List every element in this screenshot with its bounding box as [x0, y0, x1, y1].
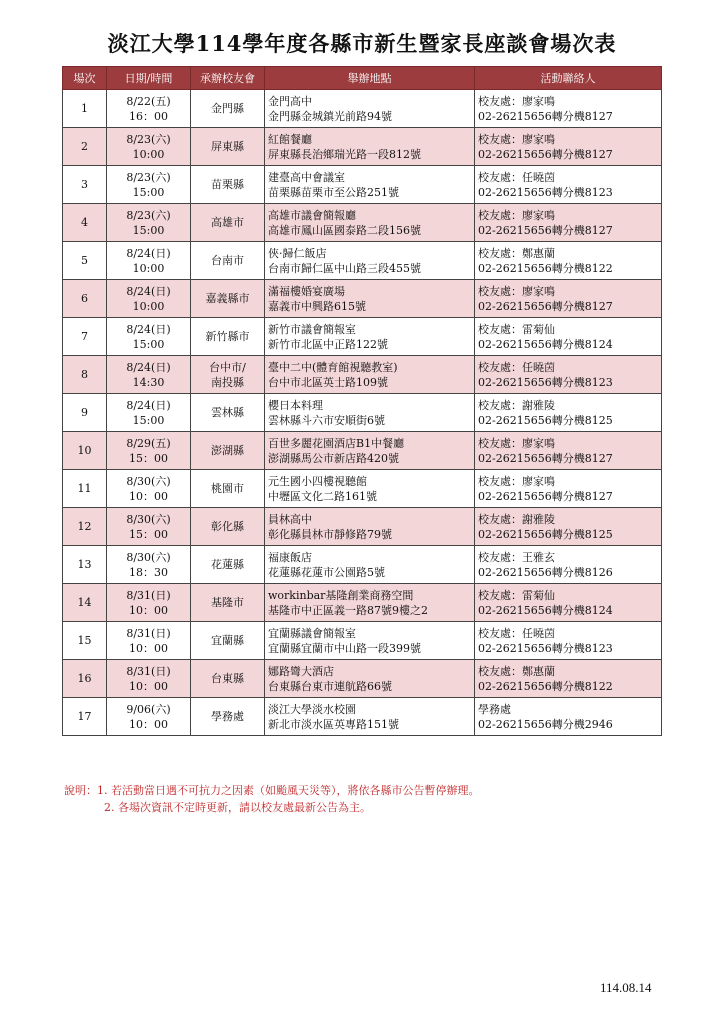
datetime-cell	[107, 508, 191, 546]
table-row	[63, 394, 662, 432]
datetime-cell	[107, 128, 191, 166]
contact-phone: 02-26215656轉分機2946	[478, 717, 613, 731]
datetime-cell	[107, 698, 191, 736]
datetime-cell	[107, 432, 191, 470]
datetime-cell	[107, 280, 191, 318]
contact-name: 校友處：廖家鳴	[478, 132, 555, 146]
notes	[64, 782, 480, 816]
venue-address: 金門縣金城鎮光前路94號	[268, 109, 392, 123]
venue-address: 花蓮縣花蓮市公園路5號	[268, 565, 385, 579]
venue-address: 新北市淡水區英專路151號	[268, 717, 399, 731]
event-time: 15:00	[132, 337, 165, 351]
contact-phone: 02-26215656轉分機8127	[478, 451, 613, 465]
table-row	[63, 622, 662, 660]
event-date: 8/31(日)	[126, 664, 171, 678]
venue-name: 員林高中	[268, 512, 312, 526]
association-line: 澎湖縣	[211, 444, 244, 457]
venue-address: 雲林縣斗六市安順街6號	[268, 413, 385, 427]
association-cell	[191, 318, 265, 356]
venue-address: 台南市歸仁區中山路三段455號	[268, 261, 421, 275]
association-cell	[191, 204, 265, 242]
venue-address: 嘉義市中興路615號	[268, 299, 366, 313]
datetime-cell	[107, 318, 191, 356]
event-time: 10:00	[132, 261, 165, 275]
contact-name: 校友處：鄭惠蘭	[478, 664, 555, 678]
contact-cell	[475, 470, 662, 508]
association-line: 台南市	[211, 254, 244, 267]
session-number: 14	[63, 584, 107, 622]
contact-name: 校友處：雷菊仙	[478, 588, 555, 602]
association-cell	[191, 508, 265, 546]
contact-cell	[475, 128, 662, 166]
session-number: 13	[63, 546, 107, 584]
contact-phone: 02-26215656轉分機8124	[478, 337, 613, 351]
association-cell	[191, 280, 265, 318]
event-date: 8/24(日)	[126, 322, 171, 336]
contact-name: 校友處：任曉茵	[478, 360, 555, 374]
association-cell	[191, 622, 265, 660]
contact-name: 校友處：廖家鳴	[478, 436, 555, 450]
event-date: 8/24(日)	[126, 360, 171, 374]
venue-cell	[265, 546, 475, 584]
event-date: 8/31(日)	[126, 588, 171, 602]
venue-cell	[265, 508, 475, 546]
session-number: 4	[63, 204, 107, 242]
session-number: 12	[63, 508, 107, 546]
event-time: 10：00	[129, 717, 168, 731]
association-line: 宜蘭縣	[211, 634, 244, 647]
event-time: 10：00	[129, 679, 168, 693]
note-line-1: 說明：1. 若活動當日遇不可抗力之因素（如颱風天災等），將依各縣市公告暫停辦理。	[64, 784, 480, 797]
contact-name: 校友處：謝雅陵	[478, 398, 555, 412]
event-time: 10：00	[129, 641, 168, 655]
contact-cell	[475, 546, 662, 584]
venue-name: 金門高中	[268, 94, 312, 108]
event-date: 8/22(五)	[126, 94, 171, 108]
event-time: 15:00	[132, 223, 165, 237]
datetime-cell	[107, 546, 191, 584]
event-time: 14:30	[132, 375, 165, 389]
association-cell	[191, 90, 265, 128]
contact-name: 校友處：廖家鳴	[478, 284, 555, 298]
venue-address: 台中市北區英士路109號	[268, 375, 388, 389]
document-date: 114.08.14	[600, 980, 652, 995]
table-row	[63, 318, 662, 356]
contact-phone: 02-26215656轉分機8127	[478, 299, 613, 313]
event-date: 8/24(日)	[126, 284, 171, 298]
venue-address: 屏東縣長治鄉瑞光路一段812號	[268, 147, 421, 161]
event-date: 8/30(六)	[126, 550, 171, 564]
contact-name: 校友處：任曉茵	[478, 626, 555, 640]
venue-name: 福康飯店	[268, 550, 312, 564]
association-line: 南投縣	[211, 375, 244, 389]
venue-cell	[265, 356, 475, 394]
venue-name: workinbar基隆創業商務空間	[268, 588, 414, 602]
contact-phone: 02-26215656轉分機8123	[478, 375, 613, 389]
event-date: 8/23(六)	[126, 170, 171, 184]
association-line: 屏東縣	[211, 140, 244, 153]
contact-cell	[475, 242, 662, 280]
venue-name: 櫻日本料理	[268, 398, 323, 412]
event-time: 15：00	[129, 451, 168, 465]
event-time: 10:00	[132, 299, 165, 313]
venue-name: 紅館餐廳	[268, 132, 312, 146]
header-contact: 活動聯絡人	[475, 67, 662, 90]
table-row	[63, 90, 662, 128]
contact-phone: 02-26215656轉分機8127	[478, 147, 613, 161]
event-time: 10:00	[132, 147, 165, 161]
session-number: 17	[63, 698, 107, 736]
venue-name: 臺中二中(體育館視聽教室)	[268, 360, 398, 374]
contact-cell	[475, 394, 662, 432]
venue-address: 台東縣台東市連航路66號	[268, 679, 392, 693]
contact-phone: 02-26215656轉分機8126	[478, 565, 613, 579]
event-time: 15:00	[132, 185, 165, 199]
table-row	[63, 356, 662, 394]
event-date: 8/23(六)	[126, 132, 171, 146]
contact-phone: 02-26215656轉分機8127	[478, 489, 613, 503]
session-number: 1	[63, 90, 107, 128]
contact-name: 校友處：廖家鳴	[478, 474, 555, 488]
table-row	[63, 470, 662, 508]
event-date: 8/24(日)	[126, 398, 171, 412]
event-time: 10：00	[129, 489, 168, 503]
venue-name: 元生國小四樓視聽館	[268, 474, 367, 488]
datetime-cell	[107, 242, 191, 280]
event-time: 15：00	[129, 527, 168, 541]
venue-cell	[265, 660, 475, 698]
contact-phone: 02-26215656轉分機8122	[478, 261, 613, 275]
contact-name: 校友處：任曉茵	[478, 170, 555, 184]
table-row	[63, 698, 662, 736]
contact-cell	[475, 698, 662, 736]
contact-name: 校友處：王雅玄	[478, 550, 555, 564]
session-number: 10	[63, 432, 107, 470]
association-line: 新竹縣市	[205, 330, 250, 343]
association-cell	[191, 432, 265, 470]
venue-name: 建臺高中會議室	[268, 170, 345, 184]
document-title: 淡江大學114學年度各縣市新生暨家長座談會場次表	[107, 31, 617, 56]
session-number: 15	[63, 622, 107, 660]
venue-cell	[265, 584, 475, 622]
header-datetime: 日期/時間	[107, 67, 191, 90]
venue-cell	[265, 128, 475, 166]
venue-name: 滿福樓婚宴廣場	[268, 284, 345, 298]
association-cell	[191, 166, 265, 204]
datetime-cell	[107, 90, 191, 128]
header-association: 承辦校友會	[191, 67, 265, 90]
venue-cell	[265, 318, 475, 356]
venue-address: 宜蘭縣宜蘭市中山路一段399號	[268, 641, 421, 655]
contact-phone: 02-26215656轉分機8125	[478, 527, 613, 541]
association-line: 雲林縣	[211, 406, 244, 419]
contact-cell	[475, 280, 662, 318]
session-number: 5	[63, 242, 107, 280]
datetime-cell	[107, 394, 191, 432]
venue-name: 淡江大學淡水校園	[268, 702, 356, 716]
contact-cell	[475, 508, 662, 546]
event-date: 8/31(日)	[126, 626, 171, 640]
venue-address: 苗栗縣苗栗市至公路251號	[268, 185, 399, 199]
event-date: 8/30(六)	[126, 512, 171, 526]
header-session: 場次	[63, 67, 107, 90]
contact-cell	[475, 204, 662, 242]
venue-cell	[265, 280, 475, 318]
datetime-cell	[107, 356, 191, 394]
table-row	[63, 242, 662, 280]
session-number: 11	[63, 470, 107, 508]
table-row	[63, 432, 662, 470]
venue-name: 俠·歸仁飯店	[268, 246, 327, 260]
venue-cell	[265, 242, 475, 280]
venue-cell	[265, 470, 475, 508]
event-date: 9/06(六)	[126, 702, 171, 716]
association-cell	[191, 470, 265, 508]
venue-address: 澎湖縣馬公市新店路420號	[268, 451, 399, 465]
association-cell	[191, 356, 265, 394]
venue-cell	[265, 432, 475, 470]
venue-name: 百世多麗花園酒店B1中餐廳	[268, 436, 405, 450]
contact-phone: 02-26215656轉分機8123	[478, 185, 613, 199]
association-line: 桃園市	[211, 482, 244, 495]
venue-cell	[265, 698, 475, 736]
association-line: 學務處	[211, 710, 244, 723]
contact-phone: 02-26215656轉分機8123	[478, 641, 613, 655]
datetime-cell	[107, 660, 191, 698]
association-cell	[191, 242, 265, 280]
contact-name: 校友處：雷菊仙	[478, 322, 555, 336]
association-line: 台東縣	[211, 672, 244, 685]
event-date: 8/29(五)	[126, 436, 171, 450]
note-line-2: 2. 各場次資訊不定時更新，請以校友處最新公告為主。	[104, 801, 371, 814]
association-cell	[191, 698, 265, 736]
event-time: 18：30	[129, 565, 168, 579]
session-number: 6	[63, 280, 107, 318]
contact-name: 校友處：鄭惠蘭	[478, 246, 555, 260]
contact-phone: 02-26215656轉分機8127	[478, 223, 613, 237]
contact-cell	[475, 90, 662, 128]
table-row	[63, 166, 662, 204]
association-cell	[191, 128, 265, 166]
venue-cell	[265, 394, 475, 432]
table-row	[63, 508, 662, 546]
contact-cell	[475, 318, 662, 356]
table-row	[63, 128, 662, 166]
association-line: 嘉義縣市	[205, 292, 250, 305]
contact-phone: 02-26215656轉分機8122	[478, 679, 613, 693]
association-cell	[191, 394, 265, 432]
association-line: 台中市/	[209, 360, 246, 374]
venue-name: 宜蘭縣議會簡報室	[268, 626, 356, 640]
session-number: 9	[63, 394, 107, 432]
table-row	[63, 584, 662, 622]
venue-name: 娜路彎大酒店	[268, 664, 334, 678]
venue-address: 彰化縣員林市靜修路79號	[268, 527, 392, 541]
datetime-cell	[107, 584, 191, 622]
contact-cell	[475, 660, 662, 698]
datetime-cell	[107, 470, 191, 508]
association-line: 基隆市	[211, 596, 244, 609]
event-date: 8/30(六)	[126, 474, 171, 488]
event-date: 8/23(六)	[126, 208, 171, 222]
venue-address: 基隆市中正區義一路87號9樓之2	[268, 603, 428, 617]
venue-cell	[265, 90, 475, 128]
association-line: 苗栗縣	[211, 178, 244, 191]
session-number: 7	[63, 318, 107, 356]
event-time: 10：00	[129, 603, 168, 617]
contact-phone: 02-26215656轉分機8127	[478, 109, 613, 123]
table-row	[63, 280, 662, 318]
contact-name: 校友處：廖家鳴	[478, 208, 555, 222]
association-cell	[191, 660, 265, 698]
contact-cell	[475, 166, 662, 204]
datetime-cell	[107, 622, 191, 660]
contact-cell	[475, 622, 662, 660]
schedule-table	[62, 66, 662, 736]
session-number: 16	[63, 660, 107, 698]
contact-phone: 02-26215656轉分機8124	[478, 603, 613, 617]
event-time: 16：00	[129, 109, 168, 123]
association-line: 金門縣	[211, 102, 244, 115]
contact-name: 學務處	[478, 702, 511, 716]
contact-cell	[475, 432, 662, 470]
venue-name: 高雄市議會簡報廳	[268, 208, 356, 222]
session-number: 8	[63, 356, 107, 394]
venue-cell	[265, 204, 475, 242]
datetime-cell	[107, 166, 191, 204]
header-venue: 舉辦地點	[265, 67, 475, 90]
session-number: 3	[63, 166, 107, 204]
association-line: 彰化縣	[211, 520, 244, 533]
venue-address: 新竹市北區中正路122號	[268, 337, 388, 351]
venue-cell	[265, 166, 475, 204]
association-cell	[191, 584, 265, 622]
session-number: 2	[63, 128, 107, 166]
contact-cell	[475, 356, 662, 394]
venue-address: 中壢區文化二路161號	[268, 489, 377, 503]
contact-name: 校友處：謝雅陵	[478, 512, 555, 526]
datetime-cell	[107, 204, 191, 242]
venue-name: 新竹市議會簡報室	[268, 322, 356, 336]
association-line: 高雄市	[211, 216, 244, 229]
table-row	[63, 204, 662, 242]
event-date: 8/24(日)	[126, 246, 171, 260]
contact-phone: 02-26215656轉分機8125	[478, 413, 613, 427]
contact-name: 校友處：廖家鳴	[478, 94, 555, 108]
venue-cell	[265, 622, 475, 660]
venue-address: 高雄市鳳山區國泰路二段156號	[268, 223, 421, 237]
table-header-row	[63, 67, 662, 90]
contact-cell	[475, 584, 662, 622]
table-row	[63, 660, 662, 698]
association-line: 花蓮縣	[211, 558, 244, 571]
table-row	[63, 546, 662, 584]
event-time: 15:00	[132, 413, 165, 427]
association-cell	[191, 546, 265, 584]
